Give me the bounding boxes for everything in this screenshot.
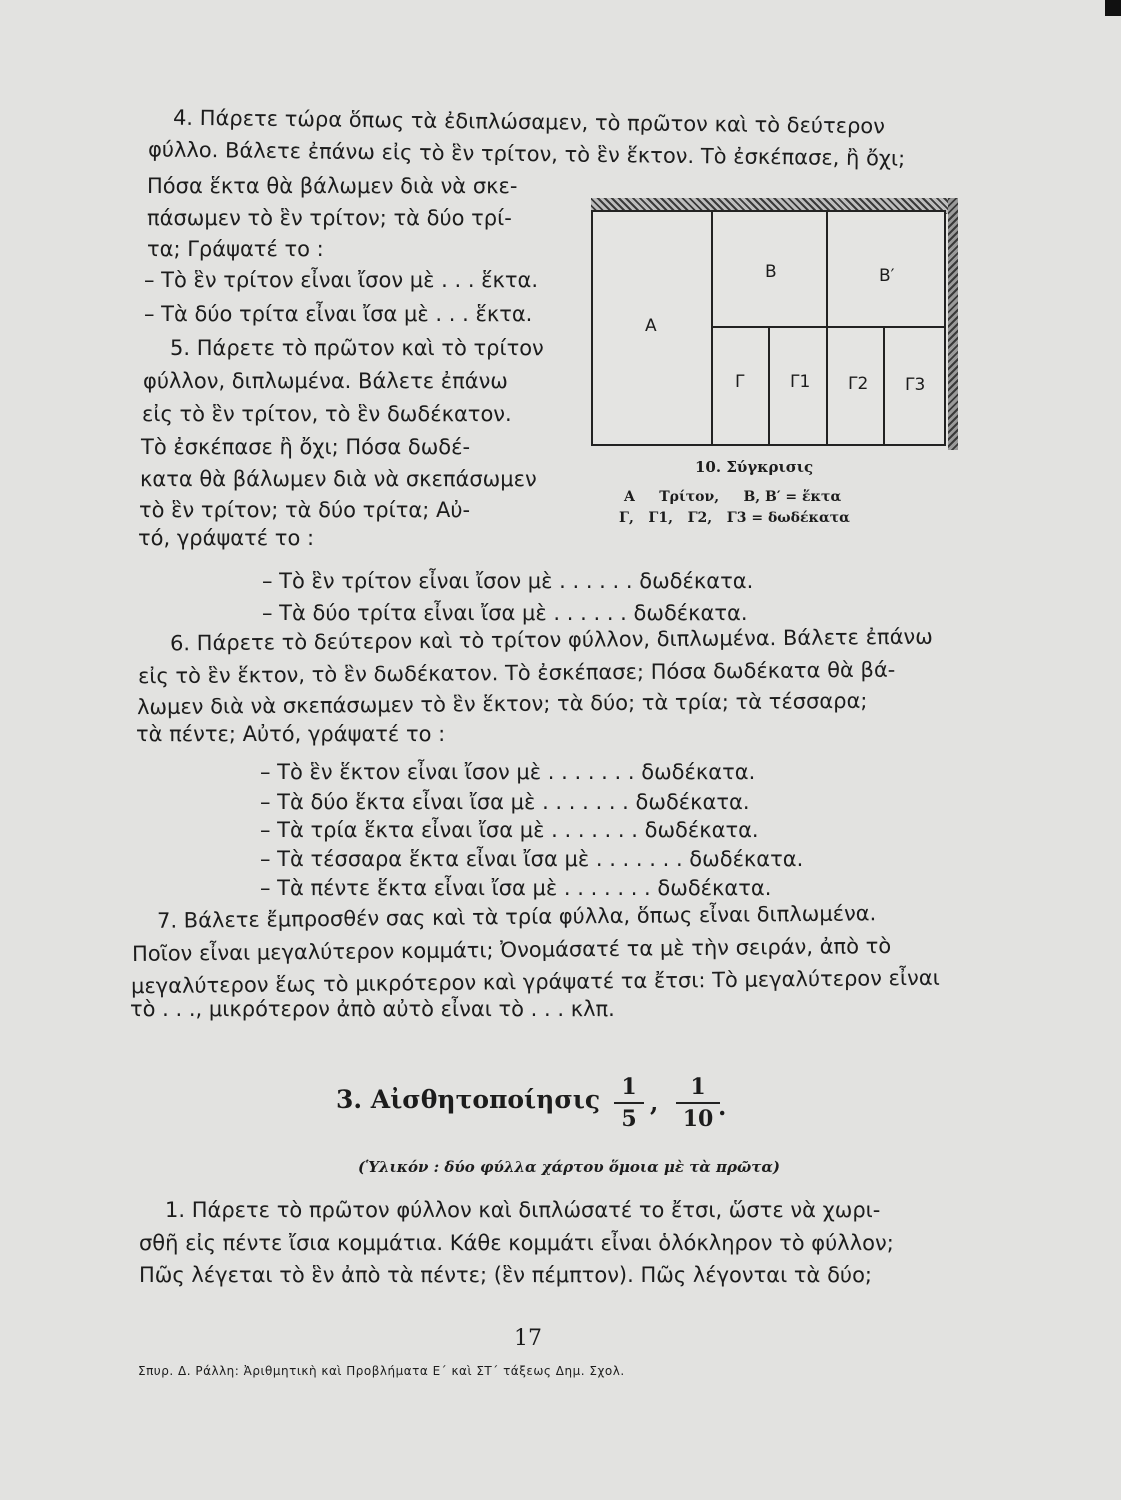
text-line: πάσωμεν τὸ ἓν τρίτον; τὰ δύο τρί-	[147, 206, 512, 230]
text-line: λωμεν διὰ νὰ σκεπάσωμεν τὸ ἓν ἕκτον; τὰ δύο; τὰ τρία; τὰ τέσσαρα;	[136, 688, 868, 720]
text-line: 1. Πάρετε τὸ πρῶτον φύλλον καὶ διπλώσατέ το ἔτσι, ὥστε νὰ χωρι-	[165, 1198, 881, 1222]
text-line: Ποῖον εἶναι μεγαλύτερον κομμάτι; Ὀνομάσατέ τα μὲ τὴν σειράν, ἀπὸ τὸ	[131, 934, 892, 966]
text-line: φύλλον, διπλωμένα. Βάλετε ἐπάνω	[143, 369, 508, 393]
text-line: – Τὰ δύο τρίτα εἶναι ἴσα μὲ . . . ἕκτα.	[144, 302, 533, 326]
text-line: – Τὰ τρία ἕκτα εἶναι ἴσα μὲ . . . . . . . δωδέκατα.	[260, 818, 759, 842]
fraction-numerator: 1	[614, 1074, 644, 1104]
text-line: φύλλο. Βάλετε ἐπάνω εἰς τὸ ἓν τρίτον, τὸ ἓν ἕκτον. Τὸ ἐσκέπασε, ἢ ὄχι;	[147, 137, 906, 171]
text-line: – Τὰ πέντε ἕκτα εἶναι ἴσα μὲ . . . . . . . δωδέκατα.	[260, 876, 772, 900]
text-line: 7. Βάλετε ἔμπροσθέν σας καὶ τὰ τρία φύλλα, ὅπως εἶναι διπλωμένα.	[156, 901, 877, 933]
figure-rectangle	[591, 210, 946, 446]
fraction-one-tenth	[676, 1074, 720, 1132]
text-line: τὰ πέντε; Αὐτό, γράψατέ το :	[136, 722, 446, 746]
figure-caption-line: A Τρίτον, B, B′ = ἕκτα	[624, 489, 842, 505]
figure-side-edge	[948, 198, 958, 450]
label-gamma: Γ	[735, 372, 745, 392]
fraction-one-fifth	[614, 1074, 644, 1132]
divider	[768, 326, 770, 444]
text-line: Τὸ ἐσκέπασε ἢ ὄχι; Πόσα δωδέ-	[141, 435, 471, 459]
text-line: 5. Πάρετε τὸ πρῶτον καὶ τὸ τρίτον	[170, 336, 544, 360]
text-line: – Τὸ ἓν τρίτον εἶναι ἴσον μὲ . . . . . . δωδέκατα.	[262, 569, 754, 593]
fraction-denominator: 10	[682, 1106, 714, 1132]
text-line: – Τὰ δύο τρίτα εἶναι ἴσα μὲ . . . . . . δωδέκατα.	[262, 601, 748, 625]
section-heading: 3. Αἰσθητοποίησις	[336, 1085, 601, 1114]
heading-period: .	[718, 1092, 727, 1121]
fraction-denominator: 5	[621, 1106, 637, 1132]
text-line: 4. Πάρετε τώρα ὅπως τὰ ἐδιπλώσαμεν, τὸ πρῶτον καὶ τὸ δεύτερον	[172, 105, 886, 139]
comparison-figure	[591, 198, 958, 450]
label-a: A	[645, 316, 657, 336]
label-gamma-3: Γ3	[905, 375, 926, 395]
text-line: – Τὰ δύο ἕκτα εἶναι ἴσα μὲ . . . . . . . δωδέκατα.	[260, 790, 750, 814]
text-line: κατα θὰ βάλωμεν διὰ νὰ σκεπάσωμεν	[140, 467, 537, 491]
text-line: 6. Πάρετε τὸ δεύτερον καὶ τὸ τρίτον φύλλον, διπλωμένα. Βάλετε ἐπάνω	[169, 624, 933, 656]
text-line: εἰς τὸ ἓν τρίτον, τὸ ἓν δωδέκατον.	[142, 402, 512, 426]
divider	[826, 212, 828, 327]
label-gamma-2: Γ2	[848, 374, 869, 394]
text-line: τὸ ἓν τρίτον; τὰ δύο τρίτα; Αὐ-	[139, 498, 471, 522]
fraction-numerator: 1	[676, 1074, 720, 1104]
text-line: – Τὰ τέσσαρα ἕκτα εἶναι ἴσα μὲ . . . . . . . δωδέκατα.	[260, 847, 804, 871]
divider	[711, 212, 713, 444]
text-line: – Τὸ ἓν τρίτον εἶναι ἴσον μὲ . . . ἕκτα.	[144, 268, 539, 292]
text-line: σθῆ εἰς πέντε ἴσια κομμάτια. Κάθε κομμάτι εἶναι ὁλόκληρον τὸ φύλλον;	[139, 1231, 894, 1255]
scan-corner	[1105, 0, 1121, 16]
text-line: τό, γράψατέ το :	[138, 526, 315, 550]
text-line: Πόσα ἕκτα θὰ βάλωμεν διὰ νὰ σκε-	[147, 174, 518, 198]
text-line: Πῶς λέγεται τὸ ἓν ἀπὸ τὰ πέντε; (ἓν πέμπτον). Πῶς λέγονται τὰ δύο;	[139, 1263, 872, 1287]
divider	[883, 326, 885, 444]
page-number: 17	[514, 1326, 542, 1351]
figure-caption-title: 10. Σύγκρισις	[695, 458, 814, 476]
text-line: μεγαλύτερον ἕως τὸ μικρότερον καὶ γράψατέ τα ἔτσι: Τὸ μεγαλύτερον εἶναι	[130, 965, 940, 999]
figure-caption-line: Γ, Γ1, Γ2, Γ3 = δωδέκατα	[619, 510, 850, 526]
fraction-separator: ,	[650, 1088, 659, 1117]
text-line: τὸ . . ., μικρότερον ἀπὸ αὐτὸ εἶναι τὸ . . . κλπ.	[130, 997, 615, 1021]
label-b-prime: B′	[879, 266, 895, 286]
text-line: – Τὸ ἓν ἕκτον εἶναι ἴσον μὲ . . . . . . . δωδέκατα.	[260, 760, 756, 784]
label-b: B	[765, 262, 777, 282]
footer-citation: Σπυρ. Δ. Ράλλη: Ἀριθμητικὴ καὶ Προβλήματα Ε΄ καὶ ΣΤ΄ τάξεως Δημ. Σχολ.	[138, 1364, 625, 1378]
text-line: τα; Γράψατέ το :	[147, 237, 324, 261]
divider	[826, 326, 828, 444]
material-note: (Ὑλικόν : δύο φύλλα χάρτου ὅμοια μὲ τὰ πρῶτα)	[358, 1158, 781, 1176]
label-gamma-1: Γ1	[790, 372, 811, 392]
text-line: εἰς τὸ ἓν ἕκτον, τὸ ἓν δωδέκατον. Τὸ ἐσκέπασε; Πόσα δωδέκατα θὰ βά-	[137, 657, 896, 689]
